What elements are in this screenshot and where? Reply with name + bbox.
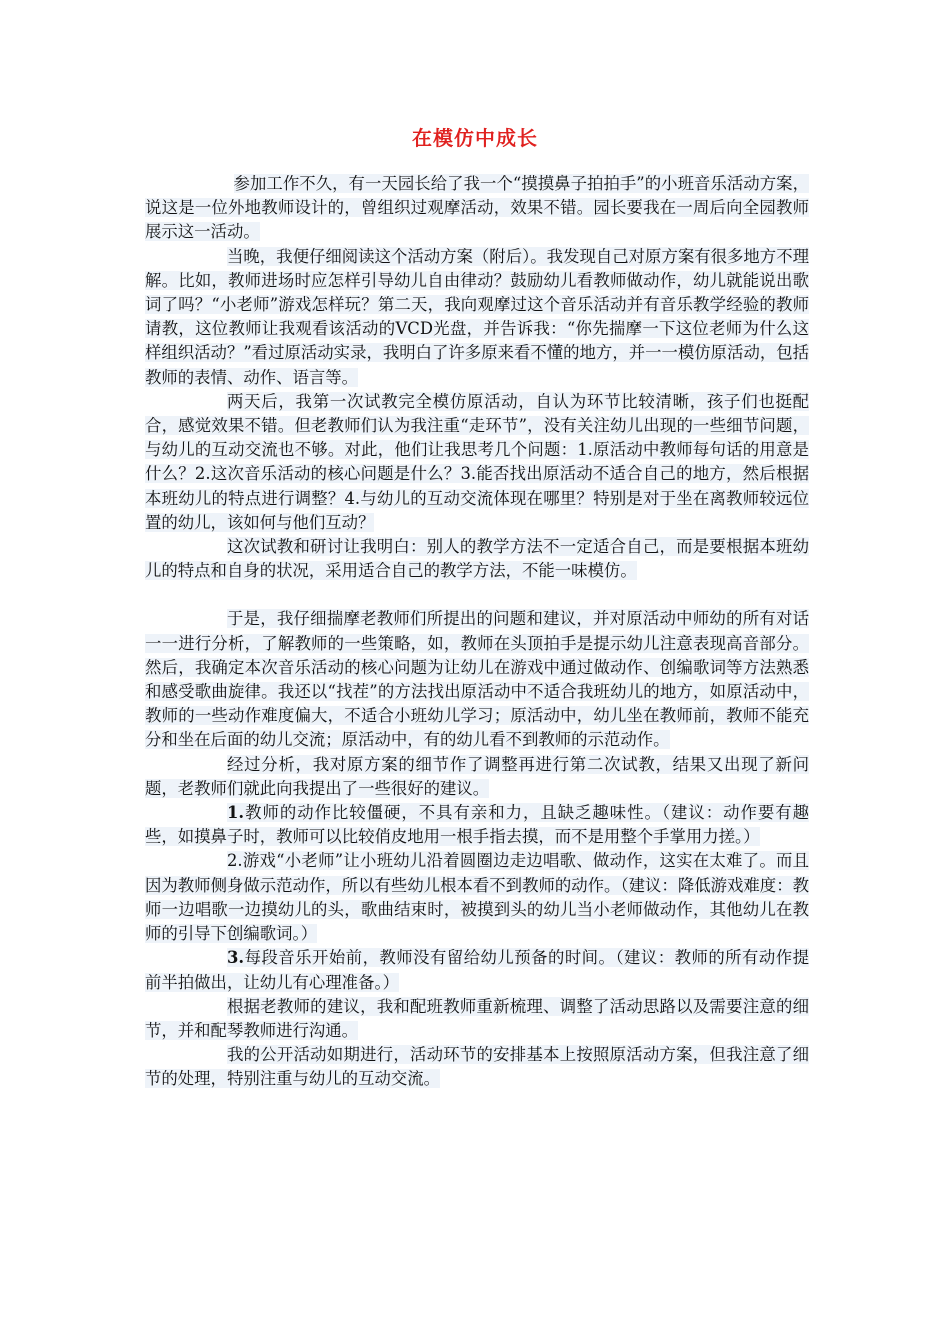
document-body <box>145 172 809 1092</box>
paragraph-6 <box>145 753 809 801</box>
suggestion-3-text: 每段音乐开始前，教师没有留给幼儿预备的时间。（建议：教师的所有动作提前半拍做出，让幼儿有心理准备。） <box>145 948 809 992</box>
paragraph-3-text: 两天后，我第一次试教完全模仿原活动，自认为环节比较清晰，孩子们也挺配合，感觉效果不错。但老教师们认为我注重“走环节”，没有关注幼儿出现的一些细节问题，与幼儿的互动交流也不够。对此，他们让我思考几个问题：1.原活动中教师每句话的用意是什么？2.这次音乐活动的核心问题是什么？3.能否找出原活动不适合自己的地方，然后根据本班幼儿的特点进行调整？4.与幼儿的互动交流体现在哪里？特别是对于坐在离教师较远位置的幼儿，该如何与他们互动？ <box>145 391 809 532</box>
document-title: 在模仿中成长 <box>412 126 538 150</box>
paragraph-5-text: 于是，我仔细揣摩老教师们所提出的问题和建议，并对原活动中师幼的所有对话一一进行分析，了解教师的一些策略，如，教师在头顶拍手是提示幼儿注意表现高音部分。然后，我确定本次音乐活动的核心问题为让幼儿在游戏中通过做动作、创编歌词等方法熟悉和感受歌曲旋律。我还以“找茬”的方法找出原活动中不适合我班幼儿的地方，如原活动中，教师的一些动作难度偏大，不适合小班幼儿学习；原活动中，幼儿坐在教师前，教师不能充分和坐在后面的幼儿交流；原活动中，有的幼儿看不到教师的示范动作。 <box>145 609 809 750</box>
paragraph-1 <box>145 172 809 245</box>
suggestion-2-text: 游戏“小老师”让小班幼儿沿着圆圈边走边唱歌、做动作，这实在太难了。而且因为教师侧身做示范动作，所以有些幼儿根本看不到教师的动作。（建议：降低游戏难度：教师一边唱歌一边摸幼儿的头，歌曲结束时，被摸到头的幼儿当小老师做动作，其他幼儿在教师的引导下创编歌词。） <box>145 851 809 944</box>
suggestion-item-2 <box>145 849 809 946</box>
paragraph-1-text: 参加工作不久，有一天园长给了我一个“摸摸鼻子拍拍手”的小班音乐活动方案，说这是一位外地教师设计的，曾组织过观摩活动，效果不错。园长要我在一周后向全园教师展示这一活动。 <box>145 174 809 242</box>
paragraph-11-text: 我的公开活动如期进行，活动环节的安排基本上按照原活动方案，但我注意了细节的处理，特别注重与幼儿的互动交流。 <box>145 1045 809 1089</box>
suggestion-1-text: 教师的动作比较僵硬，不具有亲和力，且缺乏趣味性。（建议：动作要有趣些，如摸鼻子时，教师可以比较俏皮地用一根手指去摸，而不是用整个手掌用力搓。） <box>145 803 809 847</box>
suggestion-1-number: 1. <box>227 803 245 823</box>
paragraph-2-text: 当晚，我便仔细阅读这个活动方案（附后）。我发现自己对原方案有很多地方不理解。比如，教师进场时应怎样引导幼儿自由律动？鼓励幼儿看教师做动作，幼儿就能说出歌词了吗？“小老师”游戏怎样玩？第二天，我向观摩过这个音乐活动并有音乐教学经验的教师请教，这位教师让我观看该活动的VCD光盘，并告诉我：“你先揣摩一下这位老师为什么这样组织活动？”看过原活动实录，我明白了许多原来看不懂的地方，并一一模仿原活动，包括教师的表情、动作、语言等。 <box>145 246 810 387</box>
paragraph-6-text: 经过分析，我对原方案的细节作了调整再进行第二次试教，结果又出现了新问题，老教师们就此向我提出了一些很好的建议。 <box>145 754 809 798</box>
paragraph-2 <box>145 245 809 390</box>
paragraph-11 <box>145 1043 809 1091</box>
paragraph-4-text: 这次试教和研讨让我明白：别人的教学方法不一定适合自己，而是要根据本班幼儿的特点和自身的状况，采用适合自己的教学方法，不能一味模仿。 <box>145 537 809 581</box>
suggestion-item-1 <box>145 801 809 849</box>
paragraph-3 <box>145 390 809 535</box>
paragraph-4 <box>145 535 809 583</box>
paragraph-10-text: 根据老教师的建议，我和配班教师重新梳理、调整了活动思路以及需要注意的细节，并和配琴教师进行沟通。 <box>145 996 809 1040</box>
suggestion-2-number: 2. <box>227 851 243 871</box>
suggestion-item-3 <box>145 946 809 994</box>
paragraph-5 <box>145 607 809 752</box>
paragraph-10 <box>145 995 809 1043</box>
suggestion-3-number: 3. <box>227 948 245 968</box>
